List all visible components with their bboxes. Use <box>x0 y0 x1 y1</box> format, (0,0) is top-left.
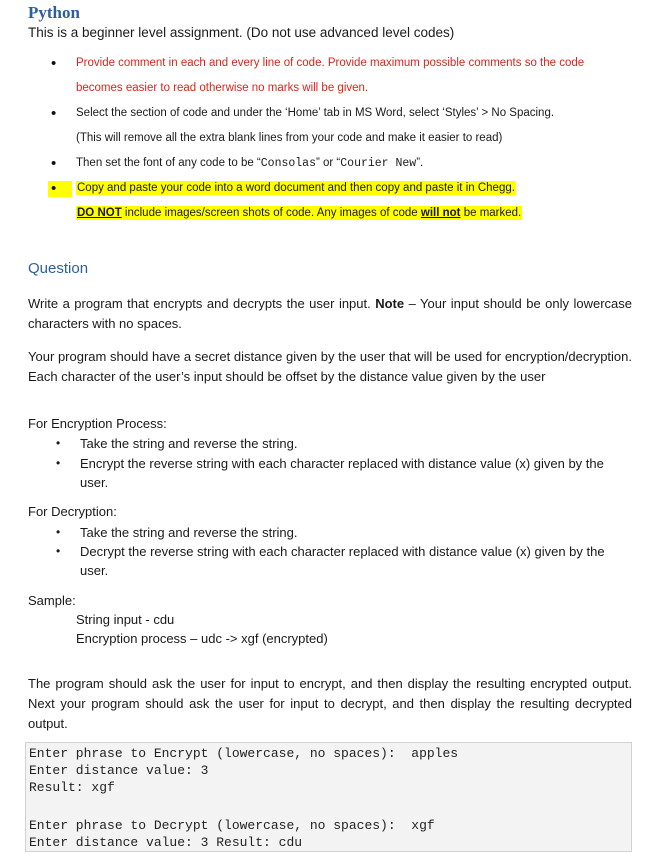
will-not-label: will not <box>420 207 461 219</box>
instruction-4-line-1 <box>76 181 516 195</box>
instruction-2-line-2: (This will remove all the extra blank lines from your code and make it easier to read) <box>76 132 503 144</box>
encryption-heading: For Encryption Process: <box>28 416 167 431</box>
instruction-1-line-2: becomes easier to read otherwise no marks will be given. <box>76 82 369 94</box>
decryption-step-2: Decrypt the reverse string with each character replaced with distance value (x) given by the user. <box>80 544 605 578</box>
bullet-icon: • <box>51 55 57 72</box>
encryption-step-2: Encrypt the reverse string with each character replaced with distance value (x) given by the user. <box>80 456 604 490</box>
bullet-icon: • <box>51 105 57 122</box>
sample-process: Encryption process – udc -> xgf (encrypted) <box>76 631 328 646</box>
instruction-1-line-1: Provide comment in each and every line of code. Provide maximum possible comments so the code <box>76 57 585 69</box>
bullet-icon: • <box>56 456 61 470</box>
p1-post: – Your input should be only lowercase characters with no spaces. <box>28 296 632 331</box>
bullet-icon: • <box>56 436 61 450</box>
question-paragraph-3: The program should ask the user for input to encrypt, and then display the resulting encrypted output. Next your program should ask the user for input to decrypt, and then display the resulting decrypted output. <box>28 676 632 731</box>
encryption-step-1: Take the string and reverse the string. <box>80 436 298 451</box>
instruction-4-end: be marked. <box>460 207 522 219</box>
code-line-3: Result: xgf <box>29 780 115 795</box>
sample-input: String input - cdu <box>76 612 175 627</box>
code-line-5: Enter distance value: 3 Result: cdu <box>29 835 303 850</box>
intro-text: This is a beginner level assignment. (Do not use advanced level codes) <box>28 25 455 40</box>
question-paragraph-2: Your program should have a secret distance given by the user that will be used for encryption/decryption. Each character of the user’s input should be offset by the distance value given by the user <box>28 349 632 384</box>
question-heading: Question <box>28 260 89 277</box>
font-name-courier: Courier New <box>340 157 417 170</box>
instruction-4-line-2 <box>76 206 522 220</box>
code-sample-box <box>25 742 632 852</box>
do-not-label: DO NOT <box>77 207 122 219</box>
code-line-4: Enter phrase to Decrypt (lowercase, no spaces): xgf <box>29 818 435 833</box>
code-line-1: Enter phrase to Encrypt (lowercase, no spaces): apples <box>29 746 459 761</box>
decryption-heading: For Decryption: <box>28 504 117 519</box>
instruction-3-pre: Then set the font of any code to be “ <box>76 157 261 169</box>
instruction-2-line-1: Select the section of code and under the ‘Home’ tab in MS Word, select ‘Styles’ > No Spacing. <box>76 107 555 119</box>
note-label: Note <box>375 296 405 311</box>
instruction-4-mid: include images/screen shots of code. Any images of code <box>121 207 421 219</box>
code-line-2: Enter distance value: 3 <box>29 763 209 778</box>
instruction-3-post: ”. <box>416 157 424 169</box>
bullet-icon: • <box>48 181 72 197</box>
instruction-3-mid: ” or “ <box>315 157 341 169</box>
bullet-icon: • <box>51 155 57 172</box>
decryption-step-1: Take the string and reverse the string. <box>80 525 298 540</box>
font-name-consolas: Consolas <box>260 157 316 170</box>
sample-heading: Sample: <box>28 593 76 608</box>
question-paragraph-1 <box>28 294 632 334</box>
instruction-3 <box>76 156 423 171</box>
bullet-icon: • <box>56 544 61 558</box>
p1-text: Write a program that encrypts and decrypts the user input. <box>28 296 376 311</box>
bullet-icon: • <box>56 525 61 539</box>
instruction-4-text: Copy and paste your code into a word document and then copy and paste it in Chegg. <box>77 182 515 194</box>
page-title: Python <box>28 3 80 22</box>
